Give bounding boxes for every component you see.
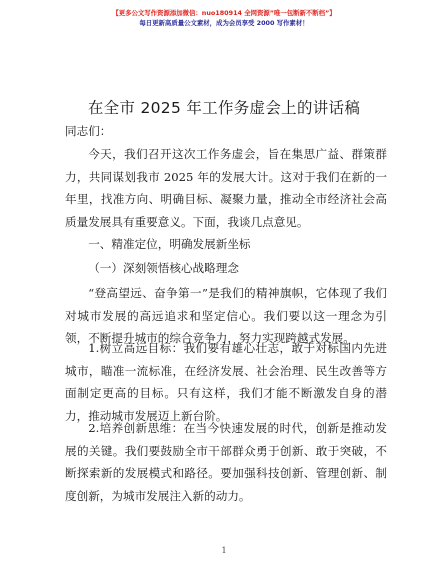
paragraph-innovation: 2.培养创新思维：在当今快速发展的时代，创新是推动发展的关键。我们要鼓励全市干部群众勇于创新、敢于突破，不断探索新的发展模式和路径。要加强科技创新、管理创新、制度创新，为城市发展注入新的动力。 (65, 421, 387, 503)
paragraph-strategy: “登高望远、奋争第一”是我们的精神旗帜，它体现了我们对城市发展的高远追求和坚定信心。我们要以这一理念为引领，不断提升城市的综合竞争力，努力实现跨越式发展。 (65, 286, 387, 345)
section-heading: 一、精准定位，明确发展新坐标 (88, 237, 251, 251)
promo-banner (0, 8, 448, 28)
promo-banner-line-1: 【更多公文写作资源添加微信：nuo180914 全网资源”唯一包断新不断档”】 (112, 9, 336, 17)
paragraph-intro: 今天，我们召开这次工作务虚会，旨在集思广益、群策群力，共同谋划我市 2025 年的发展大计。这对于我们在新的一年里，找准方向、明确目标、凝聚力量，推动全市经济社会高质量发展具有重要意义。下面，我谈几点意见。 (65, 147, 387, 229)
paragraph-goals: 1.树立高远目标：我们要有雄心壮志，敢于对标国内先进城市，瞄准一流标准，在经济发展、社会治理、民生改善等方面制定更高的目标。只有这样，我们才能不断激发自身的潜力，推动城市发展迈上新台阶。 (65, 341, 387, 423)
promo-banner-line-2: 每日更新高质量公文素材，成为会员享受 2000 写作素材！ (139, 19, 309, 27)
document-title: 在全市 2025 年工作务虚会上的讲话稿 (87, 99, 361, 117)
page-number: 1 (221, 546, 227, 555)
subsection-heading: （一）深刻领悟核心战略理念 (88, 261, 239, 275)
greeting: 同志们： (65, 124, 112, 138)
